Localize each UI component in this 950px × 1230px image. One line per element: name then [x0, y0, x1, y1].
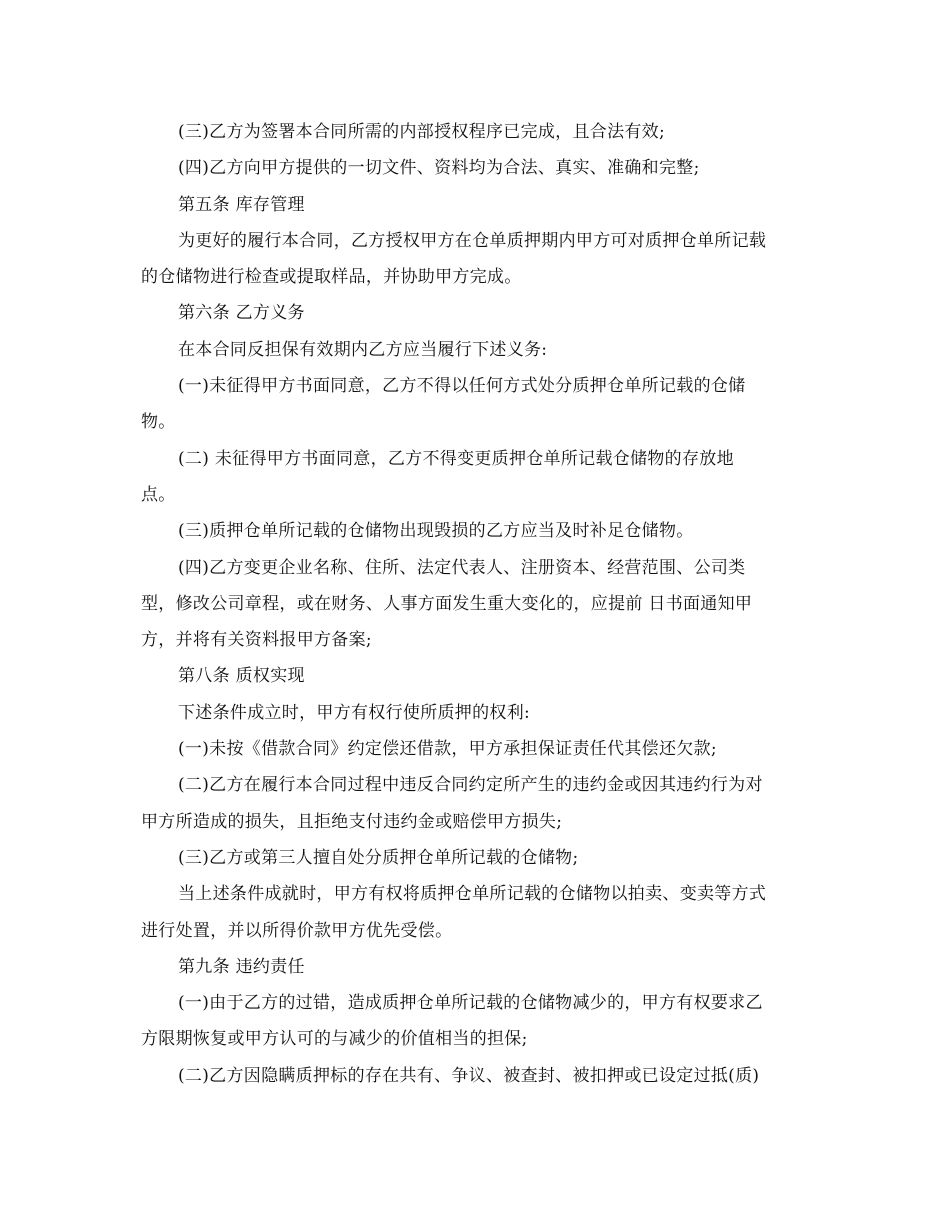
- text-line: 第八条 质权实现: [178, 666, 305, 687]
- text-line: (四)乙方向甲方提供的一切文件、资料均为合法、真实、准确和完整;: [178, 158, 700, 179]
- text-line: 点。: [141, 484, 176, 505]
- text-line: (一)未按《借款合同》约定偿还借款，甲方承担保证责任代其偿还欠款;: [178, 739, 717, 760]
- text-line: 方限期恢复或甲方认可的与减少的价值相当的担保;: [141, 1029, 528, 1050]
- text-line: 型，修改公司章程，或在财务、人事方面发生重大变化的，应提前 日书面通知甲: [141, 593, 753, 614]
- text-line: (三)乙方或第三人擅自处分质押仓单所记载的仓储物;: [178, 847, 579, 868]
- text-line: 为更好的履行本合同，乙方授权甲方在仓单质押期内甲方可对质押仓单所记载: [178, 230, 767, 251]
- text-line: 方，并将有关资料报甲方备案;: [141, 630, 372, 651]
- text-line: (四)乙方变更企业名称、住所、法定代表人、注册资本、经营范围、公司类: [178, 557, 746, 578]
- contract-body: [141, 114, 819, 1094]
- text-line: (三)乙方为签署本合同所需的内部授权程序已完成，且合法有效;: [178, 122, 665, 142]
- text-line: 在本合同反担保有效期内乙方应当履行下述义务:: [178, 339, 548, 360]
- text-line: 第九条 违约责任: [178, 956, 305, 977]
- text-line: 物。: [141, 412, 176, 433]
- text-line: 第五条 库存管理: [178, 194, 305, 215]
- text-line: 下述条件成立时，甲方有权行使所质押的权利:: [178, 702, 531, 723]
- text-line: 第六条 乙方义务: [178, 303, 305, 324]
- text-line: 进行处置，并以所得价款甲方优先受偿。: [141, 920, 453, 941]
- text-line: (三)质押仓单所记载的仓储物出现毁损的乙方应当及时补足仓储物。: [178, 521, 694, 542]
- text-line: (一)由于乙方的过错，造成质押仓单所记载的仓储物减少的，甲方有权要求乙: [178, 993, 763, 1014]
- text-line: (一)未征得甲方书面同意，乙方不得以任何方式处分质押仓单所记载的仓储: [178, 376, 746, 397]
- text-line: (二)乙方因隐瞒质押标的存在共有、争议、被查封、被扣押或已设定过抵(质): [178, 1065, 760, 1086]
- text-line: (二)乙方在履行本合同过程中违反合同约定所产生的违约金或因其违约行为对: [178, 775, 763, 796]
- text-line: (二) 未征得甲方书面同意，乙方不得变更质押仓单所记载仓储物的存放地: [178, 448, 734, 469]
- text-line: 当上述条件成就时，甲方有权将质押仓单所记载的仓储物以拍卖、变卖等方式: [178, 884, 767, 905]
- text-line: 甲方所造成的损失，且拒绝支付违约金或赔偿甲方损失;: [141, 811, 563, 832]
- text-line: 的仓储物进行检查或提取样品，并协助甲方完成。: [141, 267, 522, 288]
